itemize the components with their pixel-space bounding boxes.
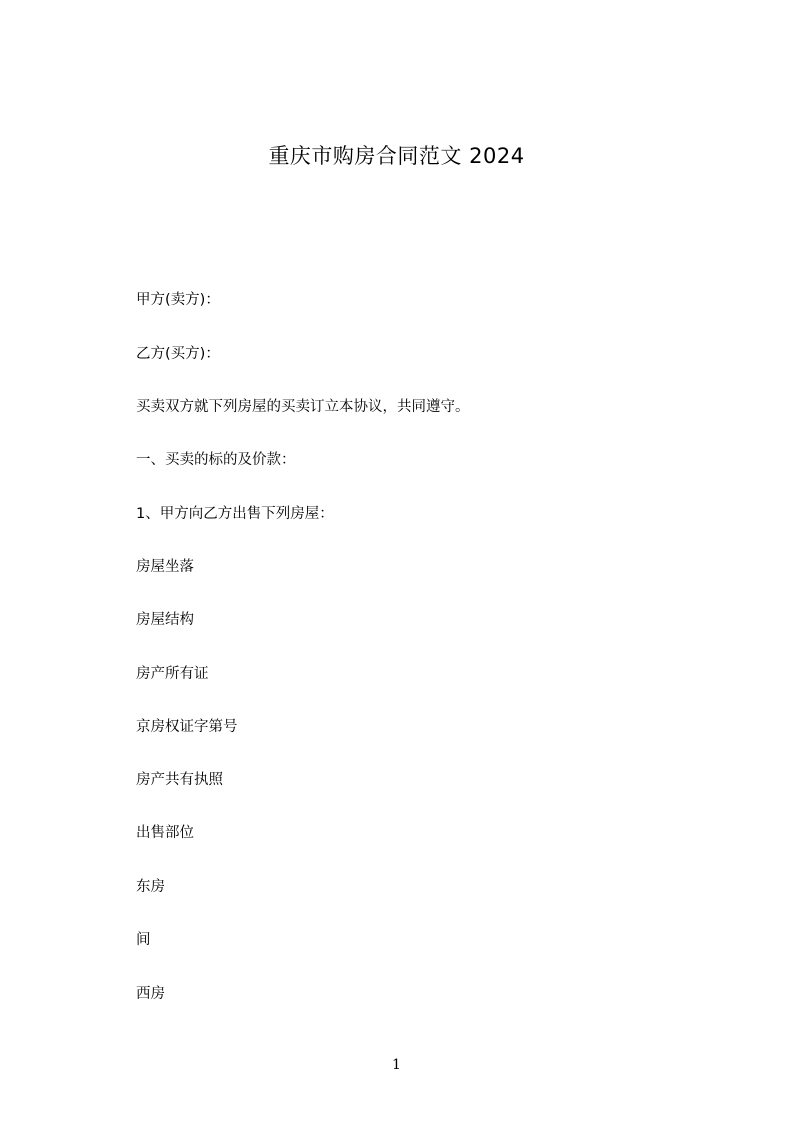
- field-west-room: 西房: [136, 986, 165, 1002]
- document-title: 重庆市购房合同范文 2024: [268, 144, 525, 168]
- section-heading-subject-price: 一、买卖的标的及价款：: [136, 452, 296, 468]
- field-certificate-number: 京房权证字第号: [136, 719, 238, 735]
- field-room-count: 间: [136, 932, 151, 948]
- field-ownership-certificate: 房产所有证: [136, 666, 209, 682]
- field-east-room: 东房: [136, 879, 165, 895]
- page-number: 1: [392, 1057, 401, 1073]
- clause-1: 1、甲方向乙方出售下列房屋：: [136, 506, 334, 522]
- field-sale-portion: 出售部位: [136, 825, 194, 841]
- paragraph-seller: 甲方(卖方)：: [136, 292, 220, 308]
- field-house-structure: 房屋结构: [136, 612, 194, 628]
- paragraph-buyer: 乙方(买方)：: [136, 346, 220, 362]
- field-house-location: 房屋坐落: [136, 559, 194, 575]
- field-co-ownership-license: 房产共有执照: [136, 772, 223, 788]
- paragraph-agreement: 买卖双方就下列房屋的买卖订立本协议，共同遵守。: [136, 399, 470, 415]
